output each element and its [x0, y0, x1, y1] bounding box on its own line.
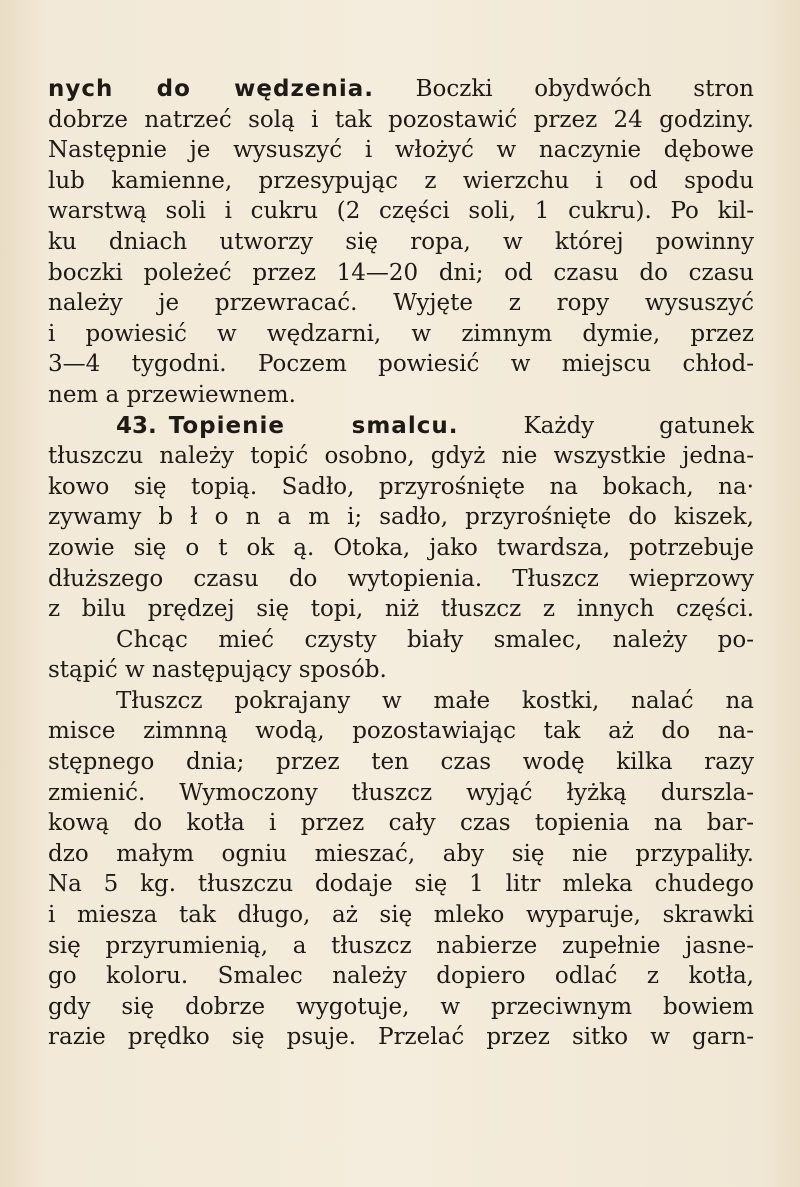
text-line: 3—4 tygodni. Poczem powiesić w miejscu chłod-: [48, 351, 754, 378]
text-line: zywamy b ł o n a m i; sadło, przyrośnięte do kiszek,: [48, 504, 754, 531]
text-line: Tłuszcz pokrajany w małe kostki, nalać na: [116, 687, 754, 714]
text-line: warstwą soli i cukru (2 części soli, 1 cukru). Po kil-: [48, 198, 754, 225]
text-line: Następnie je wysuszyć i włożyć w naczynie dębowe: [48, 137, 754, 164]
section-title: Topienie smalcu.: [168, 412, 459, 439]
text-line: nem a przewiewnem.: [48, 381, 296, 408]
text-line: dzo małym ogniu mieszać, aby się nie przypaliły.: [48, 840, 754, 867]
text-line: kową do kotła i przez cały czas topienia na bar-: [48, 810, 754, 837]
text-line: należy je przewracać. Wyjęte z ropy wysuszyć: [48, 290, 754, 317]
text-line: lub kamienne, przesypując z wierzchu i od spodu: [48, 167, 754, 194]
text-line: nych do wędzenia. Boczki obydwóch stron: [48, 76, 754, 102]
section-number: 43.: [116, 412, 157, 439]
text-line: tłuszczu należy topić osobno, gdyż nie wszystkie jedna-: [48, 443, 754, 470]
text-line: i miesza tak długo, aż się mleko wyparuje, skrawki: [48, 902, 754, 929]
continued-heading: nych do wędzenia.: [48, 76, 374, 102]
text-line: Na 5 kg. tłuszczu dodaje się 1 litr mleka chudego: [48, 871, 754, 898]
text-line: i powiesić w wędzarni, w zimnym dymie, przez: [48, 320, 754, 347]
text-line: boczki poleżeć przez 14—20 dni; od czasu do czasu: [48, 259, 754, 286]
text-line: zowie się o t ok ą. Otoka, jako twardsza, potrzebuje: [48, 534, 754, 561]
text-line: gdy się dobrze wygotuje, w przeciwnym bowiem: [48, 993, 754, 1020]
text-line: go koloru. Smalec należy dopiero odlać z kotła,: [48, 963, 754, 990]
text-line: ku dniach utworzy się ropa, w której powinny: [48, 228, 754, 255]
text-line: stępnego dnia; przez ten czas wodę kilka razy: [48, 749, 754, 776]
text-line: dobrze natrzeć solą i tak pozostawić przez 24 godziny.: [48, 106, 754, 133]
text-line: się przyrumienią, a tłuszcz nabierze zupełnie jasne-: [48, 932, 754, 959]
text-line: razie prędko się psuje. Przelać przez sitko w garn-: [48, 1024, 754, 1051]
text-line: kowo się topią. Sadło, przyrośnięte na bokach, na·: [48, 473, 754, 500]
page-text: [48, 74, 754, 1053]
text-line: stąpić w następujący sposób.: [48, 657, 387, 684]
section-heading-line: 43. Topienie smalcu. Każdy gatunek: [116, 412, 754, 439]
text-line: dłuższego czasu do wytopienia. Tłuszcz wieprzowy: [48, 565, 754, 592]
text-line: misce zimnną wodą, pozostawiając tak aż do na-: [48, 718, 754, 745]
text-line: Chcąc mieć czysty biały smalec, należy po-: [116, 626, 754, 653]
text-line: z bilu prędzej się topi, niż tłuszcz z innych części.: [48, 596, 754, 623]
text-line: zmienić. Wymoczony tłuszcz wyjąć łyżką durszla-: [48, 779, 754, 806]
